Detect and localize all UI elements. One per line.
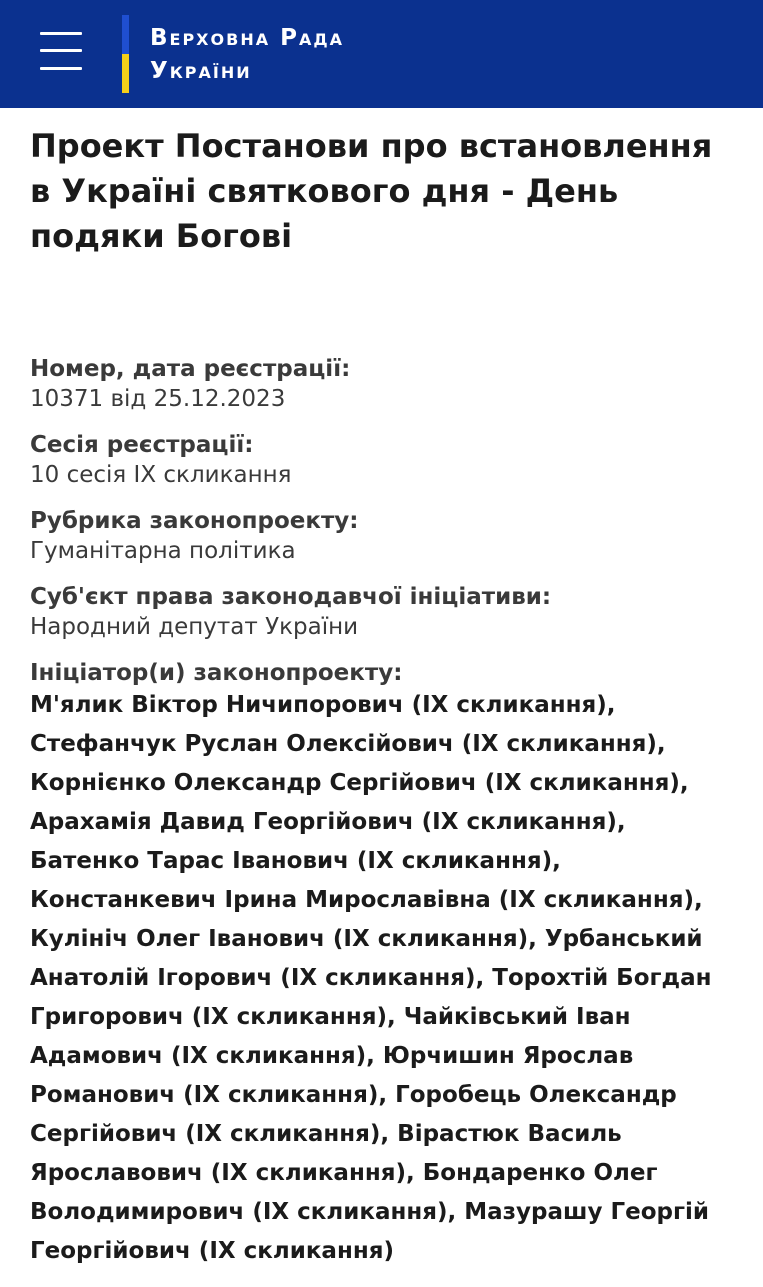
menu-line	[40, 67, 82, 70]
initiators-list: М'ялик Віктор Ничипорович (IX скликання), Стефанчук Руслан Олексійович (IX скликання), Корнієнко Олександр Сергійович (IX скликання), Арахамія Давид Георгійович (IX скликання), Батенко Тарас Іванович (IX скликання), Констанкевич Ірина Мирославівна (IX скликання), Кулініч Олег Іванович (IX скликання), Урбанський Анатолій Ігорович (IX скликання), Торохтій Богдан Григорович (IX скликання), Чайківський Іван Адамович (IX скликання), Юрчишин Ярослав Романович (IX скликання), Горобець Олександр Сергійович (IX скликання), Вірастюк Василь Ярославович (IX скликання), Бондаренко Олег Володимирович (IX скликання), Мазурашу Георгій Георгійович (IX скликання)	[30, 692, 712, 1264]
initiators-field	[30, 658, 735, 1271]
site-logo[interactable]	[150, 22, 344, 88]
logo-line-1: Верховна Рада	[150, 25, 344, 51]
logo-line-2: України	[150, 58, 252, 84]
ukraine-flag-icon	[122, 15, 129, 93]
bill-category-field	[30, 506, 735, 566]
field-value: Народний депутат України	[30, 614, 359, 640]
field-label: Ініціатор(и) законопроекту:	[30, 660, 403, 686]
field-value: 10371 від 25.12.2023	[30, 386, 286, 412]
field-label: Рубрика законопроекту:	[30, 508, 359, 534]
menu-line	[40, 32, 82, 35]
hamburger-menu-icon[interactable]	[40, 30, 82, 74]
registration-session-field	[30, 430, 735, 490]
field-value: 10 сесія IX скликання	[30, 462, 292, 488]
field-value: Гуманітарна політика	[30, 538, 296, 564]
field-label: Номер, дата реєстрації:	[30, 356, 351, 382]
menu-line	[40, 49, 82, 52]
page-title: Проект Постанови про встановлення в Україні святкового дня - День подяки Богові	[30, 127, 713, 255]
bill-details	[30, 354, 735, 1287]
site-header	[0, 0, 763, 108]
initiative-subject-field	[30, 582, 735, 642]
field-label: Сесія реєстрації:	[30, 432, 254, 458]
registration-number-field	[30, 354, 735, 414]
field-label: Суб'єкт права законодавчої ініціативи:	[30, 584, 552, 610]
